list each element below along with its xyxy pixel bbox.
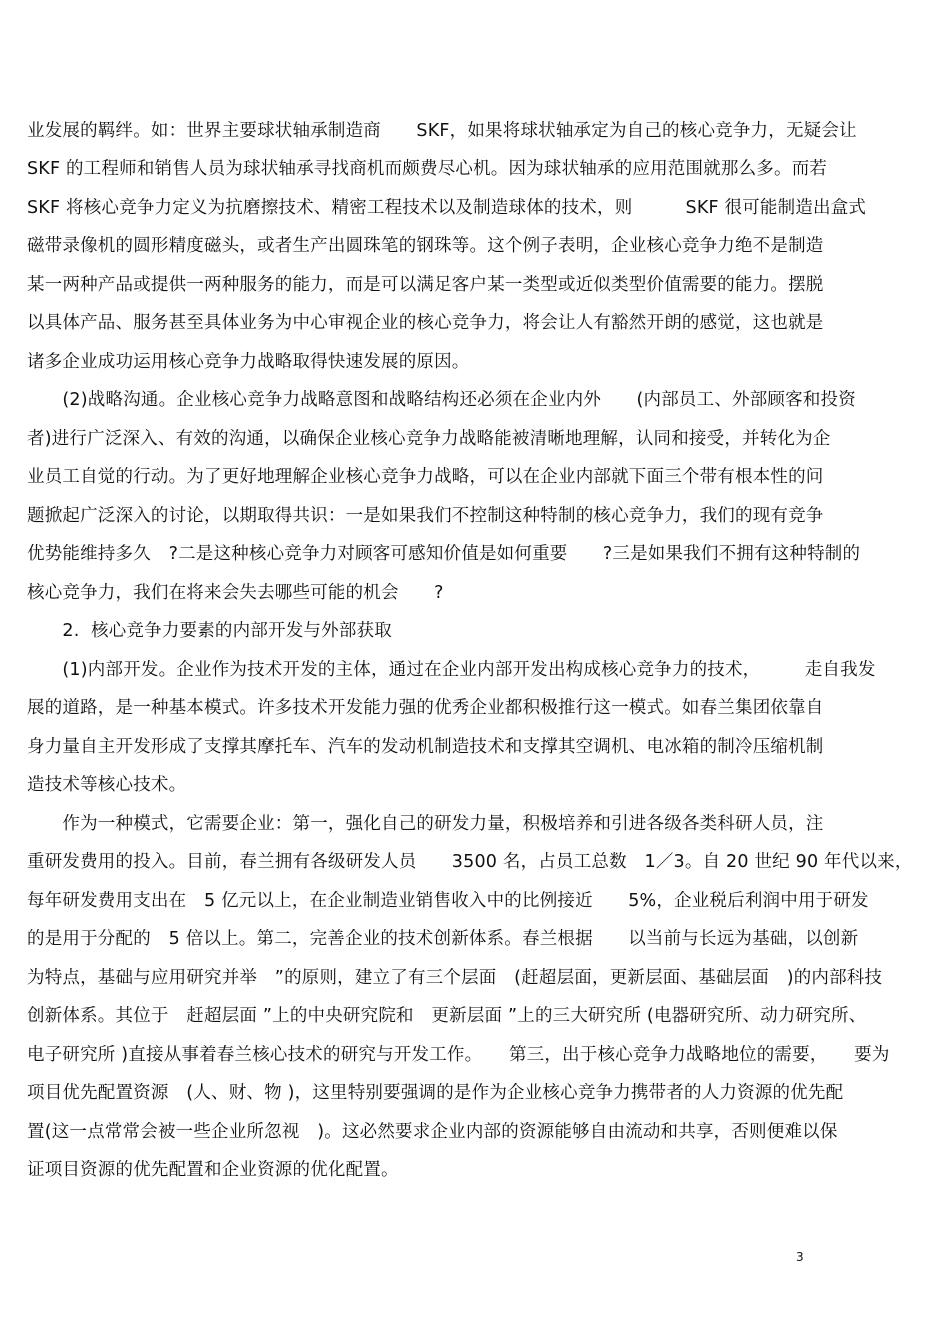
text-line: 题掀起广泛深入的讨论，以期取得共识：一是如果我们不控制这种特制的核心竞争力，我们的现有竞争 [27,506,824,526]
text-line: 的是用于分配的 5 倍以上。第二，完善企业的技术创新体系。春兰根据 以当前与长远为基础，以创新 [27,929,859,949]
text-line: 磁带录像机的圆形精度磁头，或者生产出圆珠笔的钢珠等。这个例子表明，企业核心竞争力绝不是制造 [27,236,824,256]
text-line: 重研发费用的投入。目前，春兰拥有各级研发人员 3500 名，占员工总数 1／3。自 20 世纪 90 年代以来， [27,852,913,872]
text-line: 以具体产品、服务甚至具体业务为中心审视企业的核心竞争力，将会让人有豁然开朗的感觉，这也就是 [27,313,824,333]
text-line: 优势能维持多久 ?二是这种核心竞争力对顾客可感知价值是如何重要 ?三是如果我们不拥有这种特制的 [27,544,861,564]
text-line: 电子研究所 )直接从事着春兰核心技术的研究与开发工作。 第三，出于核心竞争力战略地位的需要， 要为 [27,1045,890,1065]
text-line: SKF 将核心竞争力定义为抗磨擦技术、精密工程技术以及制造球体的技术，则 SKF 很可能制造出盒式 [27,198,867,218]
section-heading: 2. 核心竞争力要素的内部开发与外部获取 [27,621,392,641]
text-line: 每年研发费用支出在 5 亿元以上，在企业制造业销售收入中的比例接近 5%，企业税后利润中用于研发 [27,891,869,911]
text-line: 置(这一点常常会被一些企业所忽视 )。这必然要求企业内部的资源能够自由流动和共享，否则便难以保 [27,1122,838,1142]
text-line: 诸多企业成功运用核心竞争力战略取得快速发展的原因。 [27,352,470,372]
text-line: 造技术等核心技术。 [27,775,187,795]
text-line: 展的道路，是一种基本模式。许多技术开发能力强的优秀企业都积极推行这一模式。如春兰集团依靠自 [27,698,824,718]
text-line: 者)进行广泛深入、有效的沟通，以确保企业核心竞争力战略能被清晰地理解，认同和接受，并转化为企 [27,429,831,449]
text-line: 业发展的羁绊。如：世界主要球状轴承制造商 SKF，如果将球状轴承定为自己的核心竞争力，无疑会让 [27,121,857,141]
text-line: 创新体系。其位于 赶超层面 ”上的中央研究院和 更新层面 ”上的三大研究所 (电器研究所、动力研究所、 [27,1006,867,1026]
text-line: (2)战略沟通。企业核心竞争力战略意图和战略结构还必须在企业内外 (内部员工、外部顾客和投资 [27,390,856,410]
text-line: 作为一种模式，它需要企业：第一，强化自己的研发力量，积极培养和引进各级各类科研人员，注 [27,814,824,834]
text-line: 项目优先配置资源 (人、财、物 )，这里特别要强调的是作为企业核心竞争力携带者的人力资源的优先配 [27,1083,844,1103]
text-line: 某一两种产品或提供一两种服务的能力，而是可以满足客户某一类型或近似类型价值需要的能力。摆脱 [27,275,824,295]
page-number: 3 [796,1250,804,1264]
text-line: 核心竞争力，我们在将来会失去哪些可能的机会 ? [27,583,444,603]
text-line: 业员工自觉的行动。为了更好地理解企业核心竞争力战略，可以在企业内部就下面三个带有根本性的问 [27,467,824,487]
text-line: SKF 的工程师和销售人员为球状轴承寻找商机而颇费尽心机。因为球状轴承的应用范围就那么多。而若 [27,159,828,179]
text-line: 为特点，基础与应用研究并举 ”的原则，建立了有三个层面 (赶超层面，更新层面、基础层面 )的内部科技 [27,968,883,988]
text-line: (1)内部开发。企业作为技术开发的主体，通过在企业内部开发出构成核心竞争力的技术， 走自我发 [27,660,876,680]
text-line: 身力量自主开发形成了支撑其摩托车、汽车的发动机制造技术和支撑其空调机、电冰箱的制冷压缩机制 [27,737,824,757]
text-line: 证项目资源的优先配置和企业资源的优化配置。 [27,1160,399,1180]
